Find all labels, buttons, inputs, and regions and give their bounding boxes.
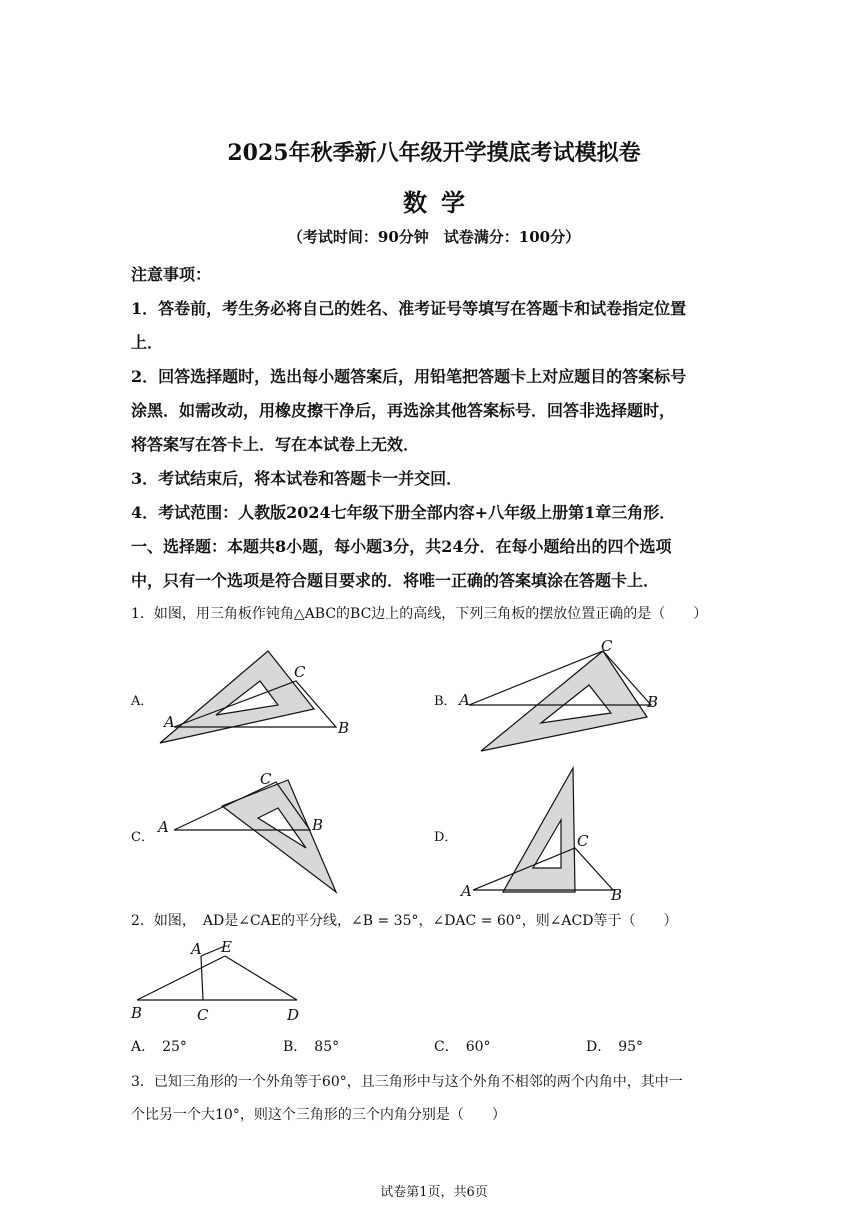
point-b-label: B: [338, 719, 350, 737]
q2-option-c: C． 60°: [434, 1039, 491, 1055]
note-line: 上．: [131, 333, 164, 352]
note-line: 3．考试结束后，将本试卷和答题卡一并交回．: [131, 469, 463, 488]
figure-option-b: [455, 635, 675, 755]
point-b-label: B: [647, 693, 659, 711]
point-a-label: A: [459, 691, 470, 709]
section-heading: 中，只有一个选项是符合题目要求的．将唯一正确的答案填涂在答题卡上．: [131, 571, 660, 590]
exam-info: （考试时间：90分钟 试卷满分：100分）: [287, 228, 581, 246]
point-c-label: C: [197, 1006, 209, 1024]
option-a-label: A．: [131, 694, 154, 709]
option-c-label: C．: [131, 830, 154, 845]
subject-title: 数学: [403, 188, 479, 217]
q2-option-d: D． 95°: [586, 1039, 644, 1055]
point-e-label: E: [221, 938, 232, 956]
section-heading: 一、选择题：本题共8小题，每小题3分，共24分．在每小题给出的四个选项: [131, 537, 672, 556]
set-square-outer: [222, 780, 336, 892]
exam-title: 2025年秋季新八年级开学摸底考试模拟卷: [227, 140, 641, 166]
point-b-label: B: [611, 886, 623, 904]
point-a-label: A: [461, 882, 472, 900]
option-d-label: D．: [434, 830, 458, 845]
point-b-label: B: [131, 1004, 143, 1022]
question-3-line: 3．已知三角形的一个外角等于60°，且三角形中与这个外角不相邻的两个内角中，其中一: [131, 1074, 683, 1090]
figure-option-d: [455, 762, 645, 902]
question-1-stem: 1．如图，用三角板作钝角△ABC的BC边上的高线，下列三角板的摆放位置正确的是（ ）: [131, 606, 708, 622]
point-c-label: C: [577, 832, 589, 850]
note-line: 2．回答选择题时，选出每小题答案后，用铅笔把答题卡上对应题目的答案标号: [131, 367, 687, 386]
notes-heading: 注意事项：: [131, 265, 212, 284]
note-line: 4．考试范围：人教版2024七年级下册全部内容+八年级上册第1章三角形．: [131, 503, 676, 522]
figure-question-2: [125, 932, 325, 1032]
note-line: 1．答卷前，考生务必将自己的姓名、准考证号等填写在答题卡和试卷指定位置: [131, 299, 687, 318]
set-square-outer: [160, 651, 314, 743]
figure-option-c: [150, 768, 350, 898]
option-b-label: B．: [434, 694, 457, 709]
point-a-label: A: [164, 713, 175, 731]
point-a-label: A: [158, 818, 169, 836]
point-c-label: C: [260, 770, 272, 788]
point-c-label: C: [294, 663, 306, 681]
note-line: 将答案写在答卡上．写在本试卷上无效．: [131, 435, 420, 454]
set-square-outer: [481, 651, 647, 751]
point-b-label: B: [312, 816, 324, 834]
question-3-line: 个比另一个大10°，则这个三角形的三个内角分别是（ ）: [131, 1107, 506, 1123]
point-c-label: C: [601, 637, 613, 655]
point-a-label: A: [191, 940, 202, 958]
note-line: 涂黑．如需改动，用橡皮擦干净后，再选涂其他答案标号．回答非选择题时，: [131, 401, 676, 420]
page-footer: 试卷第1页，共6页: [380, 1185, 488, 1200]
figure-option-a: [150, 645, 360, 755]
q2-option-a: A． 25°: [131, 1039, 187, 1055]
point-d-label: D: [287, 1006, 300, 1024]
q2-option-b: B． 85°: [283, 1039, 340, 1055]
question-2-stem: 2．如图， AD是∠CAE的平分线，∠B = 35°，∠DAC = 60°，则∠ACD等于（ ）: [131, 913, 678, 929]
